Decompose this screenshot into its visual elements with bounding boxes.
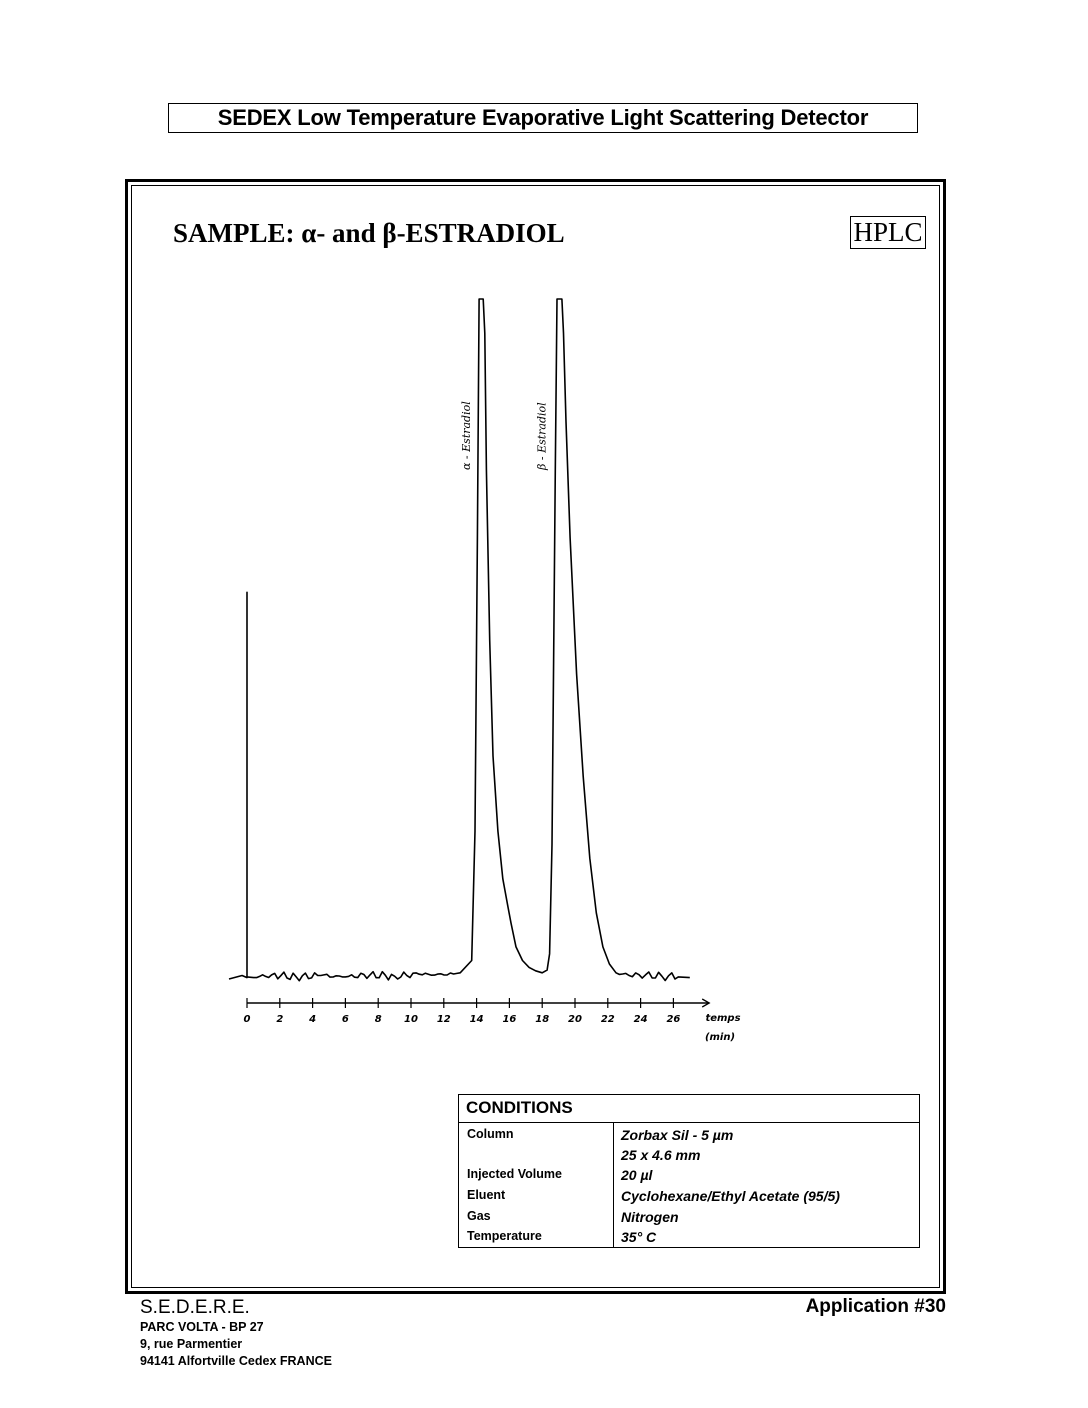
conditions-row (459, 1207, 919, 1228)
x-tick-label: 20 (568, 1014, 582, 1025)
x-tick-label: 0 (243, 1014, 251, 1025)
x-tick-label: 16 (502, 1014, 517, 1025)
sample-title: SAMPLE: α- and β-ESTRADIOL (173, 218, 565, 248)
x-tick-label: 24 (633, 1014, 648, 1025)
conditions-row (459, 1165, 919, 1186)
conditions-heading: CONDITIONS (459, 1095, 919, 1123)
condition-label: Column (467, 1127, 514, 1141)
condition-value: 20 µl (621, 1167, 653, 1183)
address-line: 9, rue Parmentier (140, 1337, 243, 1351)
x-tick-label: 22 (600, 1014, 615, 1025)
conditions-row (459, 1227, 919, 1248)
conditions-table (458, 1094, 920, 1248)
conditions-row (459, 1125, 919, 1146)
condition-label: Eluent (467, 1188, 506, 1202)
x-tick-label: 18 (535, 1014, 550, 1025)
header-title: SEDEX Low Temperature Evaporative Light Scattering Detector (168, 103, 918, 133)
x-axis-title-line: (min) (704, 1032, 736, 1043)
condition-value: Nitrogen (621, 1209, 679, 1225)
x-tick-label: 26 (666, 1014, 681, 1025)
hplc-badge: HPLC (850, 216, 926, 249)
x-tick-label: 2 (276, 1014, 284, 1025)
peak-label: β - Estradiol (535, 402, 549, 470)
address-line: 94141 Alfortville Cedex FRANCE (140, 1354, 332, 1368)
x-tick-label: 14 (469, 1014, 484, 1025)
condition-value: Zorbax Sil - 5 µm (621, 1127, 734, 1143)
address-line: PARC VOLTA - BP 27 (140, 1320, 264, 1334)
x-axis-ticks (244, 998, 741, 1043)
peak-label: α - Estradiol (459, 401, 473, 470)
x-axis-title-line: temps (705, 1013, 741, 1024)
application-number: Application #30 (805, 1296, 946, 1317)
x-tick-label: 12 (436, 1014, 451, 1025)
condition-label: Injected Volume (467, 1167, 562, 1181)
conditions-row (459, 1145, 919, 1166)
condition-label: Gas (467, 1209, 491, 1223)
x-tick-label: 6 (341, 1014, 349, 1025)
x-axis (247, 999, 709, 1007)
x-tick-label: 8 (374, 1014, 382, 1025)
condition-value: 25 x 4.6 mm (621, 1147, 701, 1163)
condition-value: 35° C (621, 1229, 657, 1245)
condition-value: Cyclohexane/Ethyl Acetate (95/5) (621, 1188, 840, 1204)
condition-label: Temperature (467, 1229, 542, 1243)
conditions-row (459, 1186, 919, 1207)
company-name: S.E.D.E.R.E. (140, 1297, 250, 1318)
x-tick-label: 10 (404, 1014, 418, 1025)
x-tick-label: 4 (309, 1014, 317, 1025)
chart-annotations (460, 401, 548, 471)
